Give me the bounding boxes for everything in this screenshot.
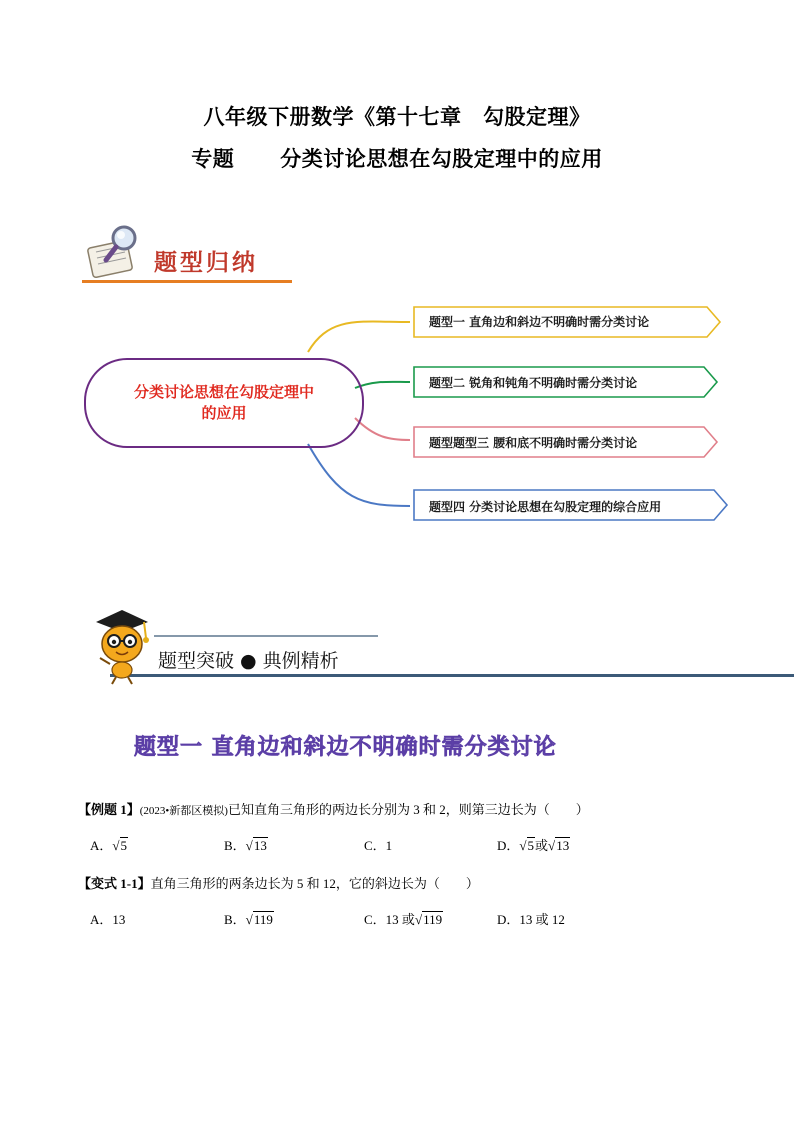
mindmap-center-label: 分类讨论思想在勾股定理中的应用	[134, 383, 315, 422]
question-2-text: 直角三角形的两条边长为 5 和 12，它的斜边长为（ ）	[150, 876, 479, 891]
question-2	[78, 873, 479, 892]
section-header-summary	[82, 222, 292, 286]
q2-option-a: A．13	[90, 912, 126, 927]
sqrt-expression: √5	[519, 838, 535, 853]
q1-option-b: B．√13	[224, 838, 267, 853]
document-title: 八年级下册数学《第十七章 勾股定理》	[203, 105, 591, 129]
question-1-source: (2023•新都区模拟)	[139, 805, 228, 817]
document-subtitle	[0, 143, 794, 173]
branch-label-2: 题型二 锐角和钝角不明确时需分类讨论	[429, 376, 638, 390]
section-underline	[82, 280, 292, 283]
question-1-tag: 【例题 1】	[78, 802, 140, 817]
subtitle-prefix: 专题	[191, 147, 235, 171]
branch-connector-4	[308, 444, 410, 506]
q1-option-d: D．√5或√13	[497, 838, 570, 853]
section-label-summary: 题型归纳	[154, 250, 258, 276]
sqrt-expression: √5	[112, 838, 128, 853]
question-1-text: 已知直角三角形的两边长分别为 3 和 2，则第三边长为（ ）	[227, 802, 589, 817]
branch-label-1: 题型一 直角边和斜边不明确时需分类讨论	[429, 315, 650, 329]
question-2-tag: 【变式 1-1】	[78, 876, 151, 891]
scholar-mascot-icon	[96, 610, 149, 684]
branch-label-4: 题型四 分类讨论思想在勾股定理的综合应用	[429, 500, 662, 514]
subtitle-main: 分类讨论思想在勾股定理中的应用	[280, 147, 603, 171]
sqrt-expression: √13	[245, 838, 267, 853]
q1-option-a: A．√5	[90, 838, 128, 853]
branch-connector-2	[355, 382, 410, 388]
section-header-examples	[82, 598, 794, 686]
q1-option-c: C．1	[364, 838, 393, 853]
branch-connector-3	[355, 418, 410, 440]
question-type-heading: 题型一 直角边和斜边不明确时需分类讨论	[134, 734, 557, 760]
branch-label-3: 题型题型三 腰和底不明确时需分类讨论	[429, 436, 638, 450]
section-label-examples: 题型突破 ● 典例精析	[158, 650, 339, 672]
sqrt-expression: √119	[245, 912, 273, 927]
sqrt-expression: √13	[548, 838, 570, 853]
q2-option-c: C．13 或√119	[364, 912, 443, 927]
mindmap-center-node	[84, 358, 364, 448]
q2-option-d: D．13 或 12	[497, 912, 565, 927]
question-1	[78, 799, 589, 818]
q2-option-b: B．√119	[224, 912, 273, 927]
notebook-magnifier-icon	[84, 222, 150, 280]
sqrt-expression: √119	[414, 912, 443, 927]
branch-connector-1	[308, 321, 410, 352]
